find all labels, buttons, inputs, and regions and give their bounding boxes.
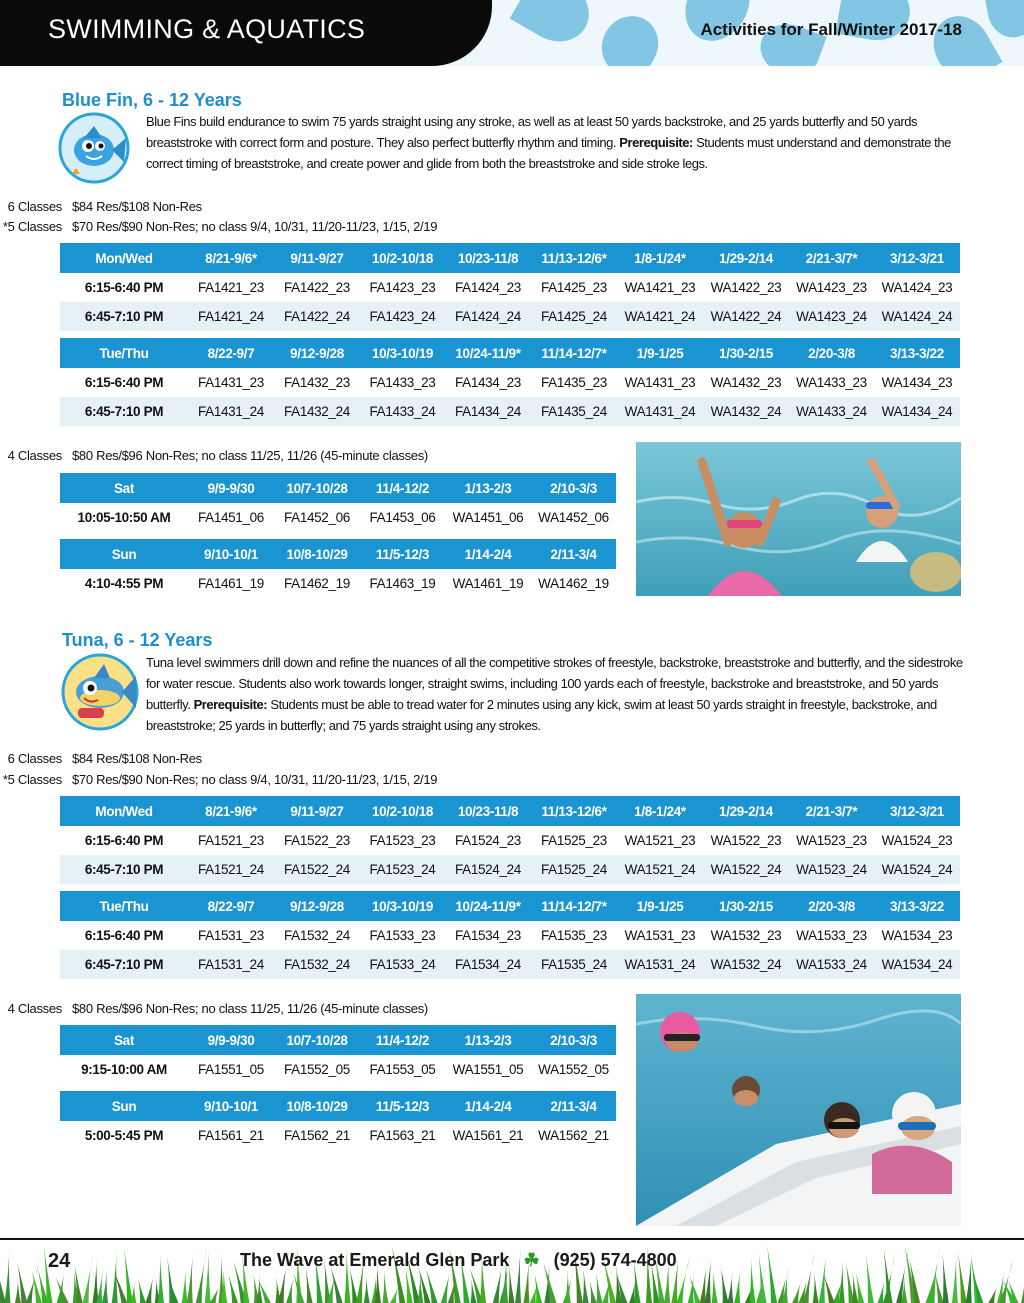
course-code: FA1521_24 — [188, 855, 274, 884]
course-code: FA1533_23 — [360, 921, 445, 950]
course-code: FA1523_23 — [360, 826, 445, 855]
grass-blade — [966, 1246, 972, 1303]
session-dates: 1/13-2/3 — [445, 1025, 531, 1055]
session-dates: 10/7-10/28 — [274, 473, 360, 503]
course-code: WA1534_23 — [874, 921, 960, 950]
schedule-header-row — [60, 243, 960, 273]
course-code: FA1563_21 — [360, 1121, 445, 1150]
grass-blade — [583, 1268, 589, 1303]
kids-at-pool-edge-photo — [636, 994, 961, 1226]
spacer-cell — [60, 331, 960, 338]
bluefin-price-6: 6 Classes $84 Res/$108 Non-Res — [7, 199, 202, 214]
course-code: FA1425_24 — [531, 302, 617, 331]
grass-blade — [727, 1271, 733, 1303]
session-dates: 10/2-10/18 — [360, 796, 445, 826]
course-code: FA1424_23 — [445, 273, 531, 302]
bluefin-description: Blue Fins build endurance to swim 75 yards straight using any stroke, as well as at least 50 yards backstroke, and 25 yards butterfly and 50 yards breaststroke with correct form and posture. They also perfect butterfly rhythm and timing. Prerequisite: Students must understand and demonstrate the correct timing of breaststroke, and create power and glide from both the breaststroke and side stroke legs. — [146, 114, 951, 171]
blue-fish-icon — [54, 112, 134, 184]
day-header: Sun — [60, 539, 188, 569]
session-dates: 2/10-3/3 — [531, 473, 616, 503]
course-code: FA1534_24 — [445, 950, 531, 979]
session-dates: 1/29-2/14 — [703, 796, 789, 826]
grass-blade — [102, 1267, 108, 1303]
course-code: WA1531_24 — [617, 950, 703, 979]
course-code: WA1552_05 — [531, 1055, 616, 1084]
grass-blade — [286, 1272, 294, 1303]
session-dates: 2/11-3/4 — [531, 1091, 616, 1121]
session-dates: 10/7-10/28 — [274, 1025, 360, 1055]
schedule-header-row — [60, 338, 960, 368]
spacer-cell — [60, 532, 616, 539]
session-dates: 2/20-3/8 — [789, 891, 874, 921]
table-spacer — [60, 884, 960, 891]
session-dates: 11/14-12/7* — [531, 338, 617, 368]
course-code: WA1422_24 — [703, 302, 789, 331]
grass-blade — [383, 1269, 389, 1303]
session-dates: 9/11-9/27 — [274, 796, 360, 826]
session-dates: 1/13-2/3 — [445, 473, 531, 503]
class-time: 6:15-6:40 PM — [60, 826, 188, 855]
grass-blade — [884, 1248, 893, 1303]
grass-blade — [56, 1278, 69, 1303]
session-dates: 11/5-12/3 — [360, 539, 445, 569]
course-code: WA1562_21 — [531, 1121, 616, 1150]
schedule-row — [60, 950, 960, 979]
course-code: FA1462_19 — [274, 569, 360, 598]
course-code: FA1552_05 — [274, 1055, 360, 1084]
course-code: WA1423_23 — [789, 273, 874, 302]
session-dates: 10/8-10/29 — [274, 1091, 360, 1121]
kids-swimming-photo — [636, 442, 961, 596]
schedule-header-row — [60, 891, 960, 921]
bluefin-weekend-table — [60, 473, 616, 598]
course-code: WA1522_23 — [703, 826, 789, 855]
day-header: Mon/Wed — [60, 243, 188, 273]
course-code: WA1523_23 — [789, 826, 874, 855]
grass-blade — [187, 1247, 194, 1303]
schedule-row — [60, 273, 960, 302]
course-code: WA1561_21 — [445, 1121, 531, 1150]
course-code: WA1431_24 — [617, 397, 703, 426]
grass-blade — [196, 1244, 207, 1303]
session-dates: 2/10-3/3 — [531, 1025, 616, 1055]
tuna-price-6: 6 Classes $84 Res/$108 Non-Res — [7, 751, 202, 766]
course-code: FA1524_23 — [445, 826, 531, 855]
session-dates: 10/2-10/18 — [360, 243, 445, 273]
course-code: WA1461_19 — [445, 569, 531, 598]
schedule-row — [60, 826, 960, 855]
session-dates: 1/29-2/14 — [703, 243, 789, 273]
course-code: FA1532_24 — [274, 921, 360, 950]
session-dates: 11/4-12/2 — [360, 1025, 445, 1055]
footer-contact — [240, 1250, 677, 1271]
course-code: WA1531_23 — [617, 921, 703, 950]
course-code: FA1452_06 — [274, 503, 360, 532]
session-dates: 1/30-2/15 — [703, 891, 789, 921]
session-dates: 9/11-9/27 — [274, 243, 360, 273]
tuna-weekday-table — [60, 796, 960, 979]
session-dates: 11/13-12/6* — [531, 243, 617, 273]
bluefin-weekday-table — [60, 243, 960, 426]
course-code: WA1432_24 — [703, 397, 789, 426]
grass-blade — [158, 1252, 164, 1303]
course-code: FA1422_24 — [274, 302, 360, 331]
grass-blade — [700, 1261, 707, 1303]
schedule-row — [60, 1055, 616, 1084]
course-code: FA1421_23 — [188, 273, 274, 302]
session-dates: 9/12-9/28 — [274, 891, 360, 921]
session-dates: 11/14-12/7* — [531, 891, 617, 921]
tuna-weekend-note: 4 Classes $80 Res/$96 Non-Res; no class 11/25, 11/26 (45-minute classes) — [7, 1001, 428, 1016]
schedule-row — [60, 855, 960, 884]
course-code: FA1531_24 — [188, 950, 274, 979]
class-time: 6:45-7:10 PM — [60, 302, 188, 331]
session-dates: 1/30-2/15 — [703, 338, 789, 368]
bluefin-price-5: *5 Classes $70 Res/$90 Non-Res; no class 9/4, 10/31, 11/20-11/23, 1/15, 2/19 — [2, 219, 438, 234]
course-code: FA1433_24 — [360, 397, 445, 426]
grass-blade — [92, 1257, 98, 1303]
clover-icon: ☘ — [523, 1250, 540, 1270]
grass-blade — [721, 1268, 729, 1303]
course-code: FA1524_24 — [445, 855, 531, 884]
table-spacer — [60, 1084, 616, 1091]
session-dates: 1/9-1/25 — [617, 891, 703, 921]
course-code: WA1522_24 — [703, 855, 789, 884]
grass-blade — [4, 1248, 10, 1303]
page-number: 24 — [48, 1250, 71, 1272]
session-dates: 9/9-9/30 — [188, 1025, 274, 1055]
course-code: FA1551_05 — [188, 1055, 274, 1084]
session-dates: 8/21-9/6* — [188, 243, 274, 273]
course-code: WA1434_23 — [874, 368, 960, 397]
course-code: WA1421_24 — [617, 302, 703, 331]
grass-blade — [364, 1275, 370, 1303]
course-code: WA1534_24 — [874, 950, 960, 979]
grass-blade — [32, 1270, 42, 1303]
class-time: 6:15-6:40 PM — [60, 368, 188, 397]
grass-blade — [705, 1250, 712, 1303]
course-code: WA1431_23 — [617, 368, 703, 397]
course-code: WA1532_24 — [703, 950, 789, 979]
course-code: FA1423_23 — [360, 273, 445, 302]
session-dates: 2/21-3/7* — [789, 796, 874, 826]
session-dates: 10/23-11/8 — [445, 243, 531, 273]
session-dates: 1/8-1/24* — [617, 796, 703, 826]
phone-number[interactable]: (925) 574-4800 — [553, 1250, 677, 1270]
grass-blade — [124, 1248, 133, 1303]
course-code: FA1432_23 — [274, 368, 360, 397]
course-code: FA1521_23 — [188, 826, 274, 855]
class-time: 6:15-6:40 PM — [60, 273, 188, 302]
course-code: WA1423_24 — [789, 302, 874, 331]
session-dates: 10/24-11/9* — [445, 338, 531, 368]
session-dates: 3/13-3/22 — [874, 891, 960, 921]
session-dates: 8/22-9/7 — [188, 338, 274, 368]
course-code: FA1532_24 — [274, 950, 360, 979]
course-code: WA1432_23 — [703, 368, 789, 397]
course-code: FA1425_23 — [531, 273, 617, 302]
spacer-cell — [60, 1084, 616, 1091]
course-code: FA1461_19 — [188, 569, 274, 598]
course-code: FA1553_05 — [360, 1055, 445, 1084]
course-code: WA1433_23 — [789, 368, 874, 397]
course-code: FA1435_24 — [531, 397, 617, 426]
schedule-header-row — [60, 473, 616, 503]
class-time: 9:15-10:00 AM — [60, 1055, 188, 1084]
session-dates: 2/20-3/8 — [789, 338, 874, 368]
grass-blade — [712, 1269, 718, 1303]
grass-blade — [819, 1245, 827, 1303]
session-dates: 1/14-2/4 — [445, 539, 531, 569]
course-code: WA1462_19 — [531, 569, 616, 598]
tuna-weekend-table — [60, 1025, 616, 1150]
class-time: 6:45-7:10 PM — [60, 855, 188, 884]
course-code: FA1433_23 — [360, 368, 445, 397]
schedule-header-row — [60, 1025, 616, 1055]
course-code: FA1435_23 — [531, 368, 617, 397]
class-time: 6:15-6:40 PM — [60, 921, 188, 950]
grass-blade — [896, 1247, 909, 1303]
session-dates: 1/8-1/24* — [617, 243, 703, 273]
course-code: WA1422_23 — [703, 273, 789, 302]
schedule-header-row — [60, 1091, 616, 1121]
session-dates: 8/21-9/6* — [188, 796, 274, 826]
class-time: 5:00-5:45 PM — [60, 1121, 188, 1150]
course-code: FA1525_23 — [531, 826, 617, 855]
course-code: WA1533_24 — [789, 950, 874, 979]
grass-blade — [590, 1281, 597, 1303]
session-dates: 1/9-1/25 — [617, 338, 703, 368]
grass-blade — [935, 1272, 944, 1303]
session-dates: 11/5-12/3 — [360, 1091, 445, 1121]
course-code: FA1535_23 — [531, 921, 617, 950]
schedule-row — [60, 397, 960, 426]
course-code: FA1421_24 — [188, 302, 274, 331]
day-header: Sun — [60, 1091, 188, 1121]
course-code: FA1463_19 — [360, 569, 445, 598]
table-spacer — [60, 532, 616, 539]
grass-blade — [405, 1267, 412, 1303]
course-code: FA1522_23 — [274, 826, 360, 855]
day-header: Tue/Thu — [60, 891, 188, 921]
grass-blade — [257, 1275, 263, 1303]
venue-name: The Wave at Emerald Glen Park — [240, 1250, 510, 1270]
course-code: WA1424_24 — [874, 302, 960, 331]
day-header: Sat — [60, 473, 188, 503]
schedule-row — [60, 503, 616, 532]
grass-blade — [877, 1277, 885, 1303]
session-dates: 11/13-12/6* — [531, 796, 617, 826]
course-code: FA1453_06 — [360, 503, 445, 532]
session-dates: 3/13-3/22 — [874, 338, 960, 368]
session-dates: 3/12-3/21 — [874, 243, 960, 273]
course-code: FA1561_21 — [188, 1121, 274, 1150]
course-code: FA1525_24 — [531, 855, 617, 884]
session-dates: 8/22-9/7 — [188, 891, 274, 921]
course-code: FA1534_23 — [445, 921, 531, 950]
course-code: WA1451_06 — [445, 503, 531, 532]
course-code: WA1521_24 — [617, 855, 703, 884]
grass-blade — [852, 1272, 858, 1303]
schedule-header-row — [60, 539, 616, 569]
course-code: FA1422_23 — [274, 273, 360, 302]
grass-blade — [813, 1271, 819, 1303]
grass-blade — [596, 1273, 602, 1303]
grass-blade — [958, 1252, 967, 1303]
schedule-row — [60, 921, 960, 950]
day-header: Mon/Wed — [60, 796, 188, 826]
season-label: Activities for Fall/Winter 2017-18 — [700, 20, 962, 39]
tuna-description: Tuna level swimmers drill down and refine the nuances of all the competitive strokes of freestyle, backstroke, breaststroke and butterfly, and the sidestroke for water rescue. Students also work towards longer, straight swims, including 100 yards each of freestyle, backstroke and breaststroke, and 50 yards butterfly. Prerequisite: Students must be able to tread water for 2 minutes using any kick, swim at least 50 yards straight in freestyle, backstroke, and breaststroke; 25 yards in butterfly; and 75 yards straight using any strokes. — [146, 655, 963, 733]
schedule-header-row — [60, 796, 960, 826]
grass-blade — [350, 1268, 359, 1303]
grass-blade — [535, 1274, 543, 1303]
grass-blade — [83, 1252, 94, 1303]
course-code: FA1451_06 — [188, 503, 274, 532]
grass-blade — [839, 1257, 845, 1303]
course-code: WA1524_23 — [874, 826, 960, 855]
course-code: FA1522_24 — [274, 855, 360, 884]
tuna-title: Tuna, 6 - 12 Years — [62, 630, 213, 650]
session-dates: 10/3-10/19 — [360, 891, 445, 921]
tuna-price-5: *5 Classes $70 Res/$90 Non-Res; no class 9/4, 10/31, 11/20-11/23, 1/15, 2/19 — [2, 772, 438, 787]
course-code: WA1421_23 — [617, 273, 703, 302]
session-dates: 9/12-9/28 — [274, 338, 360, 368]
schedule-row — [60, 368, 960, 397]
grass-blade — [942, 1252, 948, 1303]
grass-blade — [856, 1273, 864, 1303]
course-code: WA1434_24 — [874, 397, 960, 426]
schedule-row — [60, 569, 616, 598]
session-dates: 1/14-2/4 — [445, 1091, 531, 1121]
course-code: FA1432_24 — [274, 397, 360, 426]
course-code: FA1424_24 — [445, 302, 531, 331]
course-code: FA1434_24 — [445, 397, 531, 426]
class-time: 4:10-4:55 PM — [60, 569, 188, 598]
grass-blade — [866, 1253, 874, 1303]
session-dates: 2/21-3/7* — [789, 243, 874, 273]
course-code: FA1533_24 — [360, 950, 445, 979]
course-code: WA1551_05 — [445, 1055, 531, 1084]
class-time: 6:45-7:10 PM — [60, 397, 188, 426]
day-header: Tue/Thu — [60, 338, 188, 368]
course-code: WA1524_24 — [874, 855, 960, 884]
grass-blade — [145, 1270, 154, 1303]
day-header: Sat — [60, 1025, 188, 1055]
grass-blade — [767, 1246, 777, 1303]
course-code: FA1434_23 — [445, 368, 531, 397]
bluefin-title: Blue Fin, 6 - 12 Years — [62, 90, 242, 110]
session-dates: 9/10-10/1 — [188, 1091, 274, 1121]
grass-blade — [417, 1271, 423, 1303]
course-code: FA1431_23 — [188, 368, 274, 397]
grass-blade — [112, 1248, 118, 1303]
class-time: 6:45-7:10 PM — [60, 950, 188, 979]
grass-blade — [138, 1279, 146, 1303]
session-dates: 10/8-10/29 — [274, 539, 360, 569]
grass-blade — [824, 1274, 835, 1303]
grass-blade — [952, 1250, 958, 1303]
grass-blade — [749, 1257, 755, 1303]
course-code: FA1431_24 — [188, 397, 274, 426]
session-dates: 2/11-3/4 — [531, 539, 616, 569]
grass-blade — [228, 1275, 238, 1303]
schedule-row — [60, 302, 960, 331]
course-code: WA1452_06 — [531, 503, 616, 532]
course-code: FA1531_23 — [188, 921, 274, 950]
course-code: WA1533_23 — [789, 921, 874, 950]
grass-blade — [677, 1257, 690, 1303]
course-code: WA1433_24 — [789, 397, 874, 426]
session-dates: 11/4-12/2 — [360, 473, 445, 503]
session-dates: 9/10-10/1 — [188, 539, 274, 569]
course-code: WA1424_23 — [874, 273, 960, 302]
tuna-fish-icon — [60, 652, 140, 732]
grass-blade — [306, 1268, 313, 1303]
course-code: FA1423_24 — [360, 302, 445, 331]
course-code: WA1521_23 — [617, 826, 703, 855]
grass-blade — [734, 1266, 740, 1303]
class-time: 10:05-10:50 AM — [60, 503, 188, 532]
session-dates: 10/23-11/8 — [445, 796, 531, 826]
grass-blade — [0, 1260, 6, 1303]
spacer-cell — [60, 884, 960, 891]
section-title: SWIMMING & AQUATICS — [48, 14, 366, 44]
course-code: FA1562_21 — [274, 1121, 360, 1150]
course-code: FA1535_24 — [531, 950, 617, 979]
session-dates: 3/12-3/21 — [874, 796, 960, 826]
session-dates: 9/9-9/30 — [188, 473, 274, 503]
bluefin-weekend-note: 4 Classes $80 Res/$96 Non-Res; no class 11/25, 11/26 (45-minute classes) — [7, 448, 428, 463]
course-code: WA1523_24 — [789, 855, 874, 884]
schedule-row — [60, 1121, 616, 1150]
session-dates: 10/3-10/19 — [360, 338, 445, 368]
session-dates: 10/24-11/9* — [445, 891, 531, 921]
course-code: FA1523_24 — [360, 855, 445, 884]
grass-blade — [182, 1267, 188, 1303]
course-code: WA1532_23 — [703, 921, 789, 950]
table-spacer — [60, 331, 960, 338]
